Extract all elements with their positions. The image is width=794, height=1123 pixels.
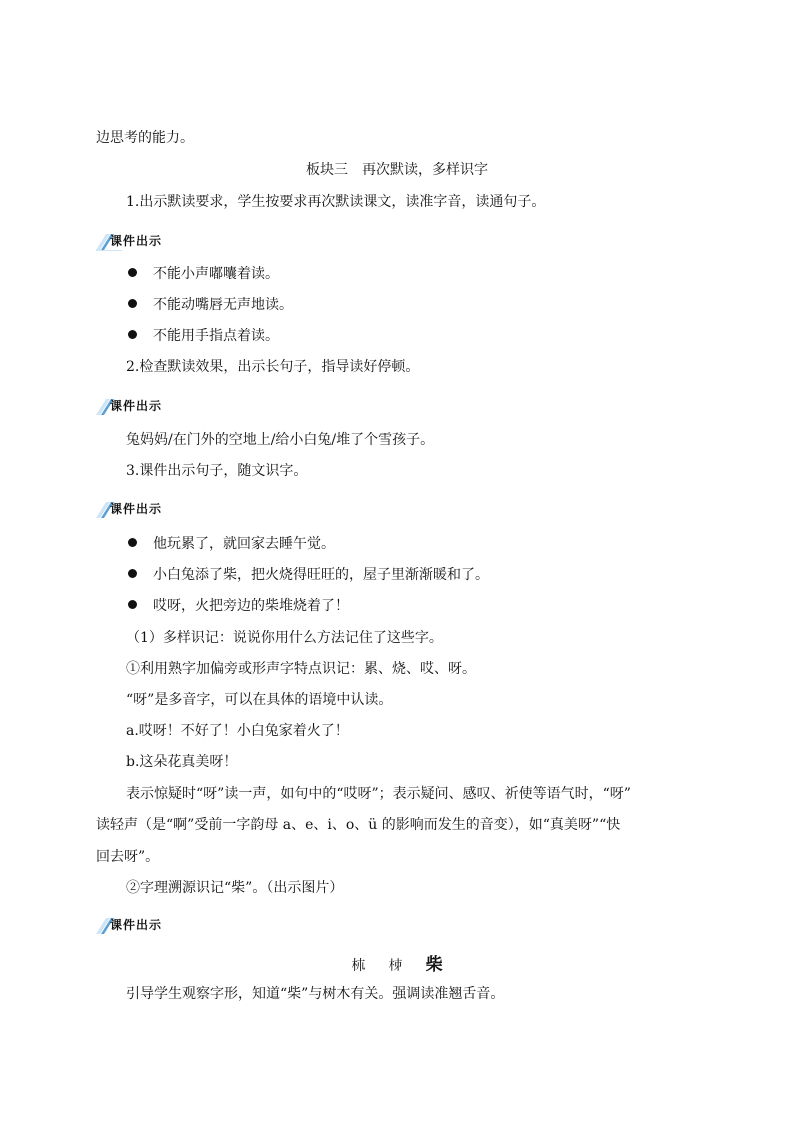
example-a: a.哎呀！不好了！小白兔家着火了！ [126,723,349,739]
list-item: 不能用手指点着读。 [128,326,279,346]
step-3: 3.课件出示句子，随文识字。 [126,463,308,479]
tag-label: 课件出示 [110,234,163,248]
example-b: b.这朵花真美呀！ [126,754,238,770]
list-item: 小白兔添了柴，把火烧得旺旺的，屋子里渐渐暖和了。 [128,565,489,585]
modern-glyph: 柴 [425,955,443,975]
section-title: 板块三 再次默读，多样识字 [306,162,488,178]
step-2: 2.检查默读效果，出示长句子，指导读好停顿。 [126,359,420,375]
list-item: 不能小声嘟囔着读。 [128,264,279,284]
method-1: ①利用熟字加偏旁或形声字特点识记：累、烧、哎、呀。 [126,661,476,677]
bullet-icon [128,268,137,277]
seal-glyph: 𣐈 [388,958,403,974]
ancient-glyph: 𣏕 [351,958,366,974]
sub-point-1: （1）多样识记：说说你用什么方法记住了这些字。 [126,630,443,646]
polyphone-note: “呀”是多音字，可以在具体的语境中认读。 [126,692,393,708]
list-item: 不能动嘴唇无声地读。 [128,295,293,315]
bullet-icon [128,330,137,339]
tag-label: 课件出示 [110,502,163,516]
bullet-icon [128,538,137,547]
step-1: 1.出示默读要求，学生按要求再次默读课文，读准字音，读通句子。 [126,194,546,210]
list-item: 哎呀，火把旁边的柴堆烧着了！ [128,596,349,616]
explanation-line-3: 回去呀”。 [96,849,160,865]
bullet-icon [128,569,137,578]
tag-label: 课件出示 [110,399,163,413]
bullet-icon [128,299,137,308]
long-sentence: 兔妈妈/在门外的空地上/给小白兔/堆了个雪孩子。 [126,432,435,448]
method-2: ②字理溯源识记“柴”。（出示图片） [126,880,344,896]
explanation-line-1: 表示惊疑时“呀”读一声，如句中的“哎呀”；表示疑问、感叹、祈使等语气时，“呀” [126,786,631,802]
text-continuation: 边思考的能力。 [96,130,194,146]
guide-text: 引导学生观察字形，知道“柴”与树木有关。强调读准翘舌音。 [126,986,505,1002]
explanation-line-2: 读轻声（是“啊”受前一字韵母 a、e、i、o、ü 的影响而发生的音变），如“真美呀”“快 [96,817,621,833]
bullet-icon [128,600,137,609]
character-evolution-figure [0,950,794,975]
tag-label: 课件出示 [110,918,163,932]
list-item: 他玩累了，就回家去睡午觉。 [128,534,335,554]
